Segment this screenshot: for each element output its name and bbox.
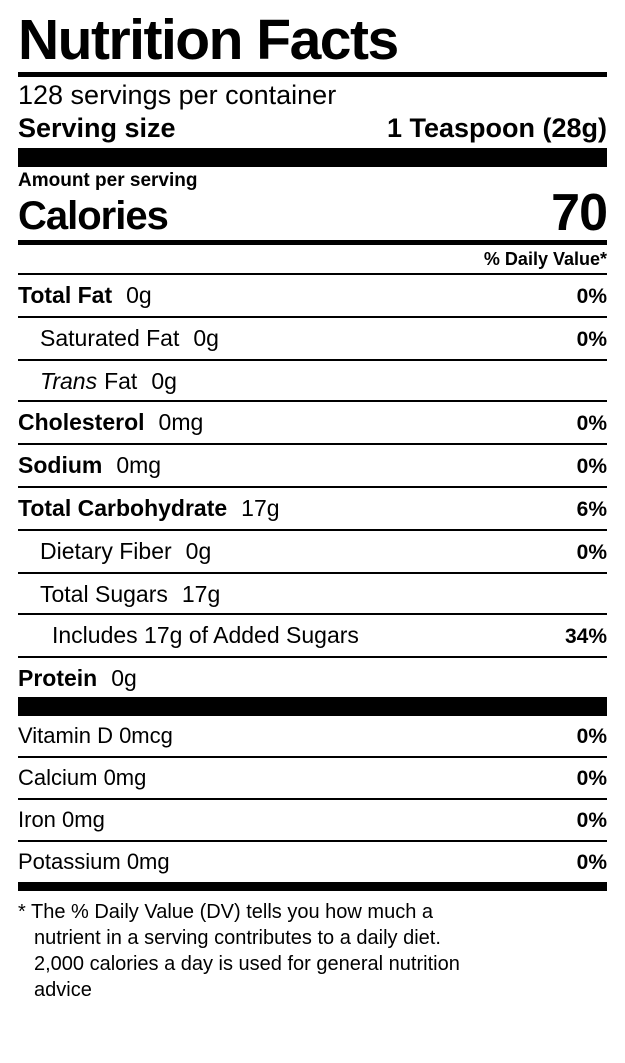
nutrient-name: Saturated Fat (40, 325, 180, 351)
nutrient-dv: 0% (576, 541, 607, 564)
nutrient-amount: 0mg (116, 452, 162, 478)
table-row (18, 318, 607, 359)
nutrient-name: Potassium 0mg (18, 849, 170, 874)
nutrient-dv: 0% (576, 725, 607, 748)
table-row (18, 800, 607, 840)
table-row (18, 615, 607, 656)
footnote-line-4: advice (34, 979, 92, 1001)
table-row (18, 842, 607, 882)
nutrient-name: Includes 17g of Added Sugars (52, 622, 359, 648)
nutrient-dv: 0% (576, 767, 607, 790)
nutrient-amount: 17g (181, 581, 221, 607)
nutrient-name: Iron 0mg (18, 807, 105, 832)
table-row (18, 445, 607, 486)
nutrient-dv: 34% (564, 625, 607, 648)
nutrient-name: Vitamin D 0mcg (18, 723, 173, 748)
nutrient-dv: 0% (576, 328, 607, 351)
nutrient-amount: 0g (126, 282, 152, 308)
daily-value-header: % Daily Value* (483, 249, 607, 269)
divider-thick-bottom (18, 697, 607, 716)
footnote-line-3: 2,000 calories a day is used for general nutrition (34, 953, 460, 975)
nutrient-amount: 0g (111, 665, 137, 691)
nutrient-dv: 0% (576, 285, 607, 308)
nutrient-name: Dietary Fiber (40, 538, 172, 564)
calories-label: Calories (18, 194, 168, 238)
nutrient-name-suffix: Fat (104, 368, 138, 394)
nutrient-amount: 0g (185, 538, 212, 564)
serving-size-label: Serving size (18, 113, 176, 143)
table-row (18, 658, 607, 697)
table-row (18, 716, 607, 756)
page-title: Nutrition Facts (18, 8, 398, 72)
nutrient-name: Cholesterol (18, 409, 145, 435)
table-row (18, 361, 607, 400)
footnote-line-1: * The % Daily Value (DV) tells you how much a (18, 901, 433, 923)
footnote (18, 891, 607, 1003)
divider-thick-top (18, 148, 607, 167)
nutrient-name: Total Sugars (40, 581, 168, 607)
table-row (18, 488, 607, 529)
calories-row (18, 184, 607, 242)
nutrient-dv: 0% (576, 851, 607, 874)
nutrient-dv: 6% (576, 498, 607, 521)
nutrient-dv: 0% (576, 809, 607, 832)
table-row (18, 402, 607, 443)
amount-per-serving-label: Amount per serving (18, 170, 198, 191)
nutrient-amount: 0mg (158, 409, 204, 435)
nutrient-name: Calcium 0mg (18, 765, 147, 790)
table-row (18, 574, 607, 613)
serving-size-value: 1 Teaspoon (28g) (386, 113, 607, 143)
nutrient-amount: 0g (193, 325, 219, 351)
nutrient-name: Total Fat (18, 282, 113, 308)
serving-size-row (18, 111, 607, 145)
table-row (18, 758, 607, 798)
nutrient-name: Protein (18, 665, 98, 691)
nutrient-dv: 0% (576, 412, 607, 435)
nutrient-amount: 0g (151, 368, 177, 394)
divider-title (18, 72, 607, 77)
table-row (18, 531, 607, 572)
servings-per-container: 128 servings per container (18, 80, 337, 110)
nutrient-name: Total Carbohydrate (18, 495, 228, 521)
divider-footnote (18, 882, 607, 891)
calories-value: 70 (551, 184, 607, 242)
nutrient-amount: 17g (241, 495, 280, 521)
footnote-line-2: nutrient in a serving contributes to a daily diet. (34, 927, 441, 949)
nutrient-name: Trans (40, 368, 98, 394)
nutrient-name: Sodium (18, 452, 103, 478)
table-row (18, 275, 607, 316)
nutrient-dv: 0% (576, 455, 607, 478)
